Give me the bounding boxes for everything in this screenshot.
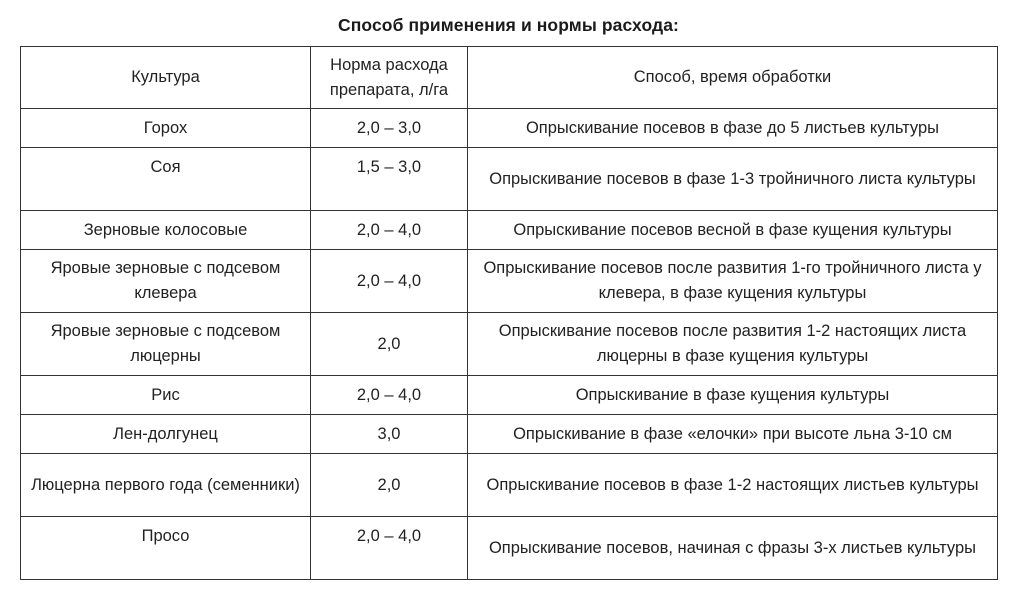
crop-cell: Лен-долгунец	[21, 415, 311, 454]
table-header-row	[21, 47, 998, 109]
table-row	[21, 109, 998, 148]
rate-cell: 2,0 – 4,0	[311, 250, 468, 313]
crop-cell: Яровые зерновые с подсевом клевера	[21, 250, 311, 313]
page-title: Способ применения и нормы расхода:	[337, 15, 679, 35]
crop-cell: Горох	[21, 109, 311, 148]
header-crop: Культура	[21, 47, 311, 109]
method-cell: Опрыскивание посевов, начиная с фразы 3-х листьев культуры	[468, 517, 998, 580]
table-row	[21, 148, 998, 211]
method-cell: Опрыскивание в фазе «елочки» при высоте льна 3-10 см	[468, 415, 998, 454]
rate-cell: 2,0 – 4,0	[311, 376, 468, 415]
table-row	[21, 454, 998, 517]
method-cell: Опрыскивание посевов в фазе 1-3 тройничного листа культуры	[468, 148, 998, 211]
method-cell: Опрыскивание посевов в фазе 1-2 настоящих листьев культуры	[468, 454, 998, 517]
method-cell: Опрыскивание посевов после развития 1-2 настоящих листа люцерны в фазе кущения культуры	[468, 313, 998, 376]
crop-cell: Зерновые колосовые	[21, 211, 311, 250]
crop-cell: Соя	[21, 148, 311, 211]
method-cell: Опрыскивание посевов после развития 1-го тройничного листа у клевера, в фазе кущения культуры	[468, 250, 998, 313]
table-row	[21, 415, 998, 454]
table-row	[21, 517, 998, 580]
rate-cell: 1,5 – 3,0	[311, 148, 468, 211]
crop-cell: Просо	[21, 517, 311, 580]
rate-cell: 2,0 – 4,0	[311, 211, 468, 250]
method-cell: Опрыскивание посевов весной в фазе кущения культуры	[468, 211, 998, 250]
method-cell: Опрыскивание посевов в фазе до 5 листьев культуры	[468, 109, 998, 148]
rate-cell: 2,0 – 3,0	[311, 109, 468, 148]
table-row	[21, 313, 998, 376]
table-row	[21, 250, 998, 313]
table-row	[21, 211, 998, 250]
rate-cell: 2,0 – 4,0	[311, 517, 468, 580]
rate-cell: 2,0	[311, 313, 468, 376]
crop-cell: Яровые зерновые с подсевом люцерны	[21, 313, 311, 376]
table-row	[21, 376, 998, 415]
application-rates-table	[20, 46, 998, 580]
header-rate: Норма расхода препарата, л/га	[311, 47, 468, 109]
method-cell: Опрыскивание в фазе кущения культуры	[468, 376, 998, 415]
crop-cell: Рис	[21, 376, 311, 415]
rate-cell: 2,0	[311, 454, 468, 517]
header-method: Способ, время обработки	[468, 47, 998, 109]
crop-cell: Люцерна первого года (семенники)	[21, 454, 311, 517]
rate-cell: 3,0	[311, 415, 468, 454]
